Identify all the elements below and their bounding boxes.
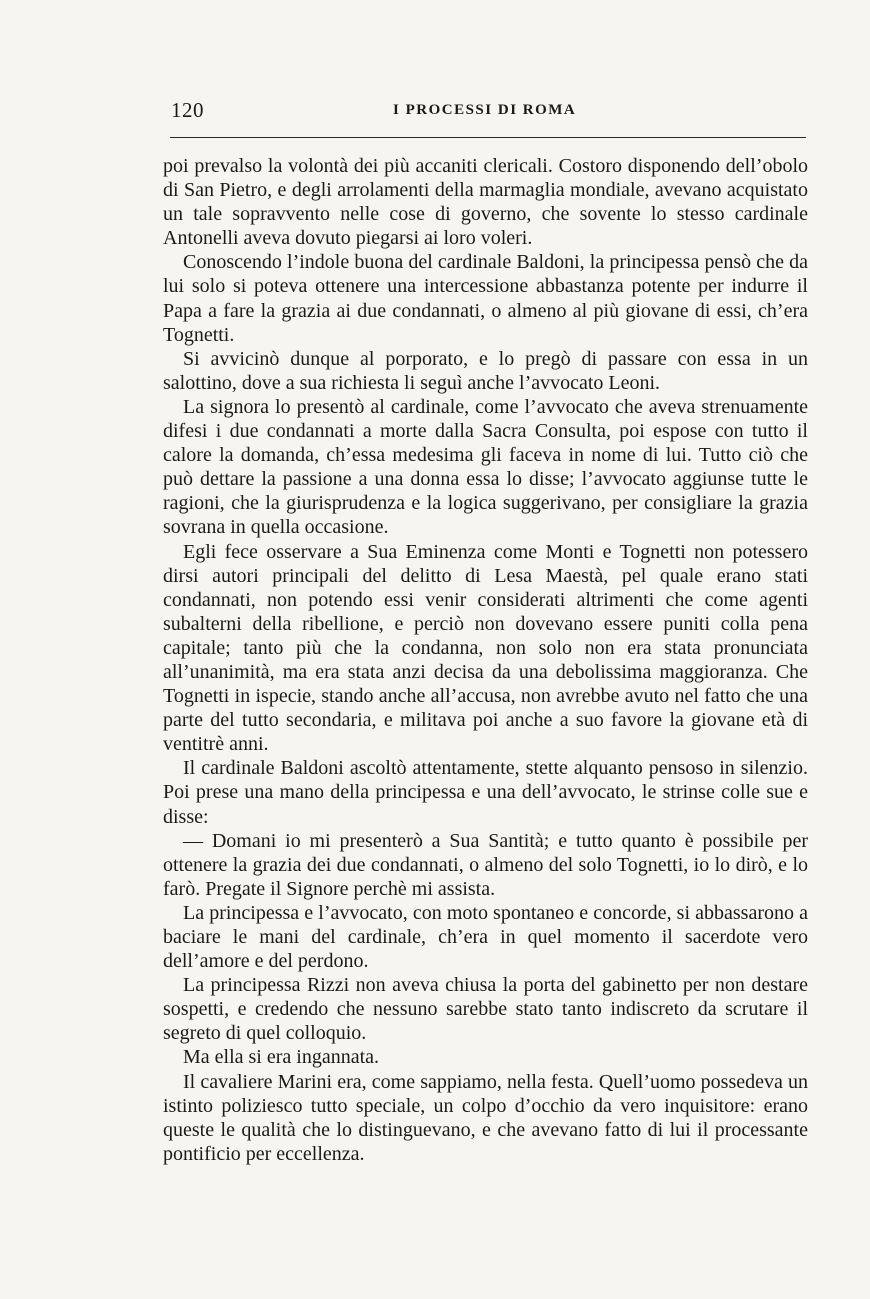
paragraph: La signora lo presentò al cardinale, come l’avvocato che aveva strenuamente difesi i due condannati a morte dalla Sacra Consulta, poi espose con tutto il calore la domanda, ch’essa medesima gli faceva in nome di lui. Tutto ciò che può dettare la passione a una donna essa lo disse; l’avvocato aggiunse tutte le ragioni, che la giurisprudenza e la logica suggerivano, per consigliare la grazia sovrana in quella occasione. (163, 395, 808, 539)
paragraph: Egli fece osservare a Sua Eminenza come Monti e Tognetti non potessero dirsi autori principali del delitto di Lesa Maestà, pel quale erano stati condannati, non potendo essi venir considerati altrimenti che come agenti subalterni della ribellione, e perciò non dovevano essere puniti colla pena capitale; tanto più che la condanna, non solo non era stata pronunciata all’unanimità, ma era stata anzi decisa da una debolissima maggioranza. Che Tognetti in ispecie, stando anche all’accusa, non avrebbe avuto nel fatto che una parte del tutto secondaria, e militava poi anche a suo favore la giovane età di ventitrè anni. (163, 540, 808, 756)
paragraph: La principessa e l’avvocato, con moto spontaneo e concorde, si abbassarono a baciare le mani del cardinale, ch’era in quel momento il sacerdote vero dell’amore e del perdono. (163, 901, 808, 973)
paragraph: Ma ella si era ingannata. (183, 1046, 380, 1069)
paragraph: poi prevalso la volontà dei più accaniti clericali. Costoro disponendo dell’obolo di San Pietro, e degli arrolamenti della marmaglia mondiale, avevano acquistato un tale sopravvento nelle cose di governo, che sovente lo stesso cardinale Antonelli aveva dovuto piegarsi ai loro voleri. (163, 155, 808, 250)
paragraph: Il cavaliere Marini era, come sappiamo, nella festa. Quell’uomo possedeva un istinto poliziesco tutto speciale, un colpo d’occhio da vero inquisitore: erano queste le qualità che lo distinguevano, e che avevano fatto di lui il processante pontificio per eccellenza. (163, 1070, 808, 1165)
running-title: I PROCESSI DI ROMA (393, 102, 577, 118)
paragraph: Si avvicinò dunque al porporato, e lo pregò di passare con essa in un salottino, dove a sua richiesta li seguì anche l’avvocato Leoni. (163, 347, 808, 394)
running-head (163, 98, 808, 128)
page-number: 120 (171, 98, 204, 122)
header-rule (170, 137, 806, 138)
paragraph: Il cardinale Baldoni ascoltò attentamente, stette alquanto pensoso in silenzio. Poi prese una mano della principessa e una dell’avvocato, le strinse colle sue e disse: (163, 757, 808, 828)
dialogue-paragraph: — Domani io mi presenterò a Sua Santità; e tutto quanto è possibile per ottenere la grazia dei due condannati, o almeno del solo Tognetti, io lo dirò, e lo farò. Pregate il Signore perchè mi assista. (163, 829, 808, 900)
body-text (163, 154, 808, 1166)
paragraph: Conoscendo l’indole buona del cardinale Baldoni, la principessa pensò che da lui solo si poteva ottenere una intercessione abbastanza potente per indurre il Papa a fare la grazia ai due condannati, o almeno al più giovane di essi, ch’era Tognetti. (163, 251, 808, 346)
paragraph: La principessa Rizzi non aveva chiusa la porta del gabinetto per non destare sospetti, e credendo che nessuno sarebbe stato tanto indiscreto da scrutare il segreto di quel colloquio. (163, 974, 808, 1045)
